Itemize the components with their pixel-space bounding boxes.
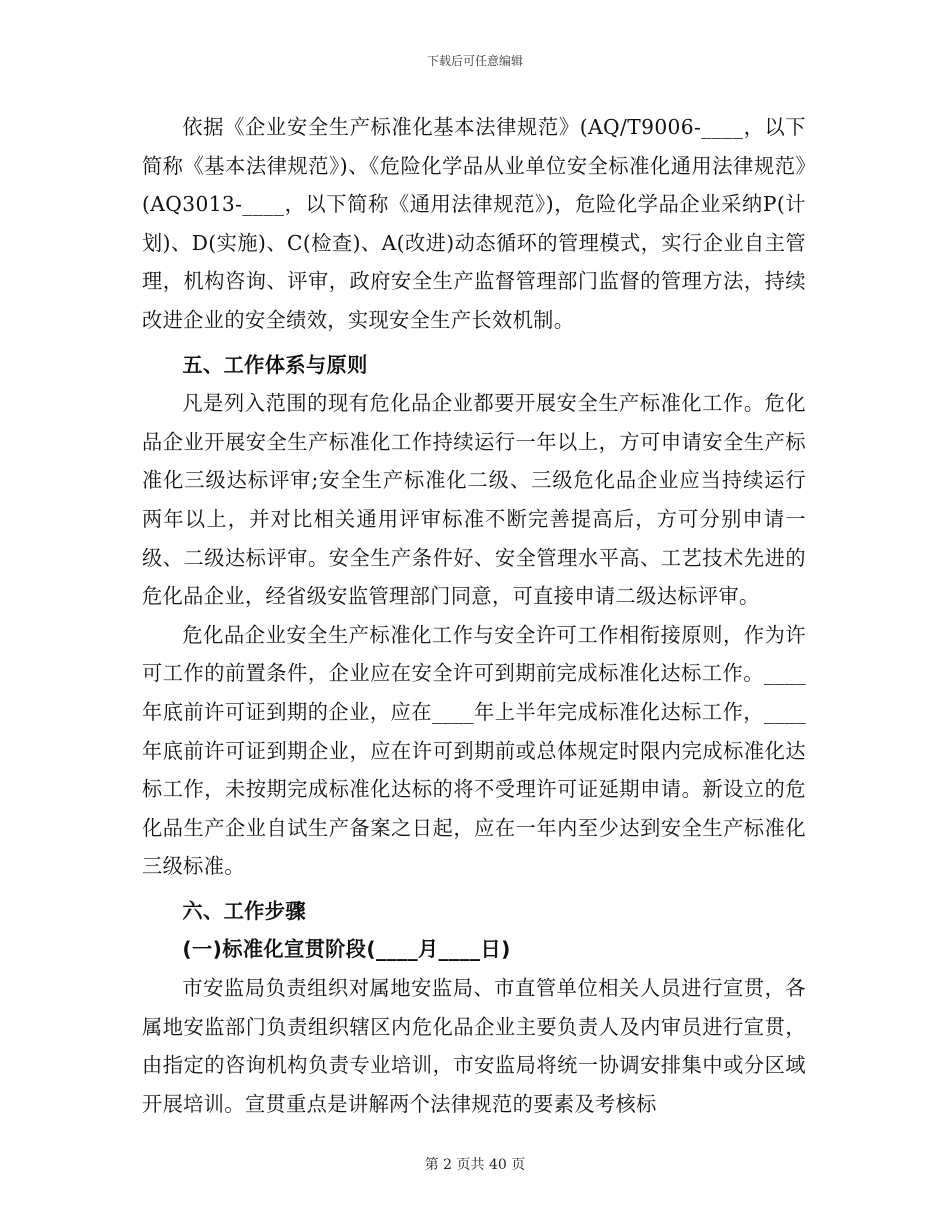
paragraph-license-link: 危化品企业安全生产标准化工作与安全许可工作相衔接原则，作为许可工作的前置条件，企业应在安全许可到期前完成标准化达标工作。____年底前许可证到期的企业，应在____年上半年完成标准化达标工作，____年底前许可证到期企业，应在许可到期前或总体规定时限内完成标准化达标工作，未按期完成标准化达标的将不受理许可证延期申请。新设立的危化品生产企业自试生产备案之日起，应在一年内至少达到安全生产标准化三级标准。	[142, 622, 806, 879]
section-heading-5: 五、工作体系与原则	[182, 352, 368, 377]
subsection-heading-6-1: (一)标准化宣贯阶段(____月____日)	[182, 937, 511, 962]
page-number: 第 2 页共 40 页	[424, 1157, 526, 1173]
section-heading-6: 六、工作步骤	[182, 898, 306, 923]
document-body	[142, 108, 806, 1123]
paragraph-basis: 依据《企业安全生产标准化基本法律规范》(AQ/T9006-____，以下简称《基本法律规范》)、《危险化学品从业单位安全标准化通用法律规范》(AQ3013-____，以下简称《通用法律规范》)，危险化学品企业采纳P(计划)、D(实施)、C(检查)、A(改进)动态循环的管理模式，实行企业自主管理，机构咨询、评审，政府安全生产监督管理部门监督的管理方法，持续改进企业的安全绩效，实现安全生产长效机制。	[142, 115, 806, 332]
page-header: 下载后可任意编辑	[426, 54, 523, 68]
paragraph-training: 市安监局负责组织对属地安监局、市直管单位相关人员进行宣贯，各属地安监部门负责组织辖区内危化品企业主要负责人及内审员进行宣贯，由指定的咨询机构负责专业培训，市安监局将统一协调安排集中或分区域开展培训。宣贯重点是讲解两个法律规范的要素及考核标	[142, 976, 806, 1116]
paragraph-scope: 凡是列入范围的现有危化品企业都要开展安全生产标准化工作。危化品企业开展安全生产标准化工作持续运行一年以上，方可申请安全生产标准化三级达标评审;安全生产标准化二级、三级危化品企业应当持续运行两年以上，并对比相关通用评审标准不断完善提高后，方可分别申请一级、二级达标评审。安全生产条件好、安全管理水平高、工艺技术先进的危化品企业，经省级安监管理部门同意，可直接申请二级达标评审。	[142, 391, 806, 609]
